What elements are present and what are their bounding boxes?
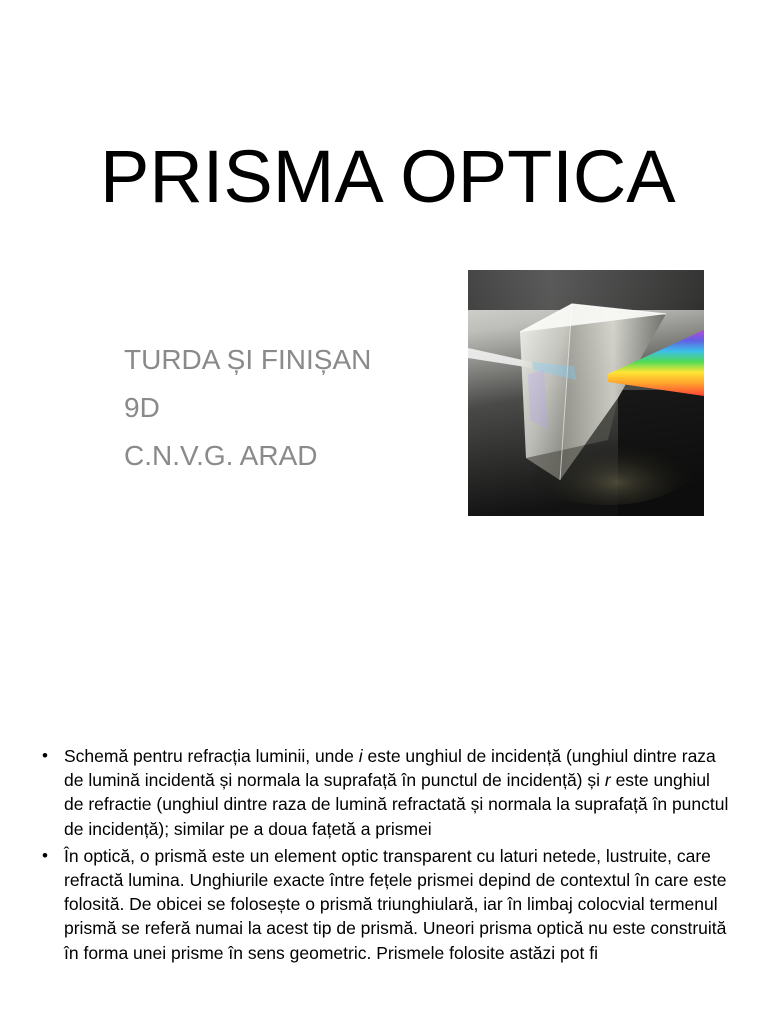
bullet-item <box>42 744 732 841</box>
bullet-text <box>64 744 732 841</box>
bullet-glyph: • <box>42 845 48 865</box>
subtitle-school: C.N.V.G. ARAD <box>124 440 318 471</box>
bullet-list <box>42 744 732 968</box>
text-run-italic: r <box>604 770 611 791</box>
slide-subtitle <box>124 336 371 480</box>
bullet-glyph: • <box>42 746 48 765</box>
subtitle-authors: TURDA ȘI FINIȘAN <box>124 344 372 375</box>
text-run: este unghiul de refractie (unghiul dintre raza de lumină refractată și normala la suprafață în punctul de incidență); similar pe a doua fațetă a prismei <box>64 770 729 839</box>
slide-title: PRISMA OPTICA <box>100 135 676 218</box>
text-run: În optică, o prismă este un element optic transparent cu laturi netede, lustruite, care refractă lumina. Unghiurile exacte între fețele prismei depind de contextul în care este folosită. De obicei se folosește o prismă triunghiulară, iar în limbaj colocvial termenul prismă se referă numai la acest tip de prismă. Uneori prisma optică nu este construită în forma unei prisme în sens geometric. Prismele folosite astăzi pot fi <box>64 845 727 963</box>
bullet-text <box>64 844 732 965</box>
text-run: Schemă pentru refracția luminii, unde <box>64 746 359 766</box>
subtitle-class: 9D <box>124 392 160 423</box>
bullet-item <box>42 844 732 965</box>
text-run-italic: i <box>358 746 363 766</box>
prism-photo <box>468 270 704 516</box>
text-run: este unghiul de incidență (unghiul dintre raza de lumină incidentă și normala la suprafață în punctul de incidență) și <box>64 746 716 791</box>
